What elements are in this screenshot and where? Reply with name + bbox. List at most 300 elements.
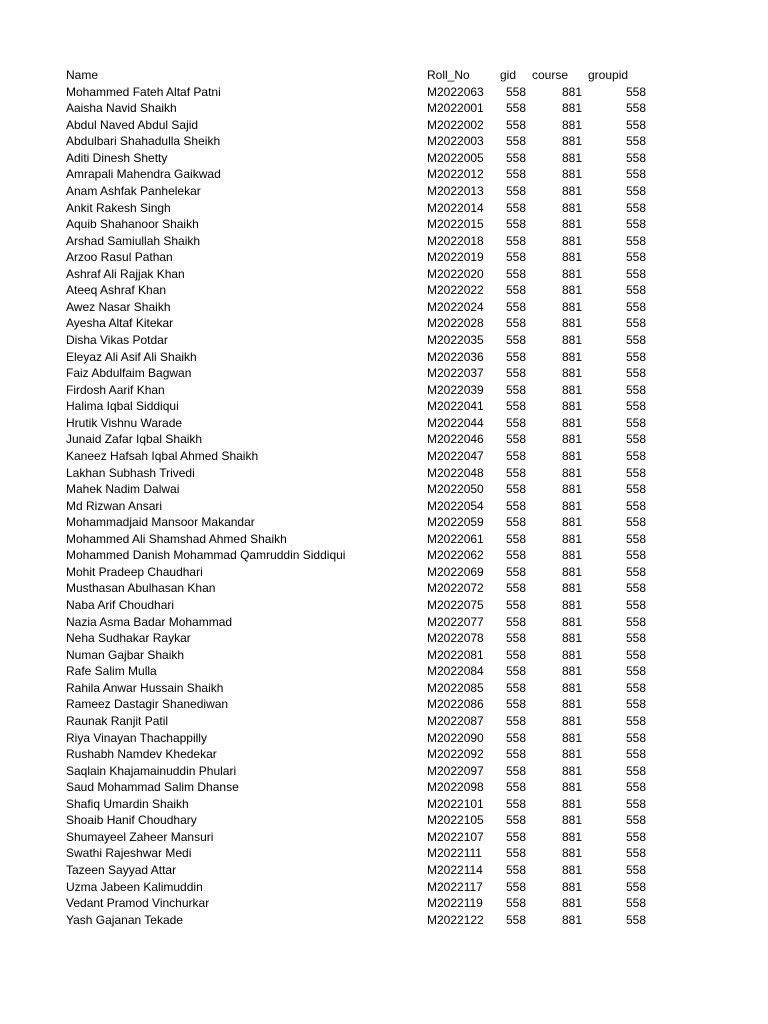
cell-groupid: 558 — [626, 780, 647, 795]
cell-course: 881 — [562, 829, 583, 844]
cell-name: Faiz Abdulfaim Bagwan — [66, 366, 192, 381]
cell-name: Aquib Shahanoor Shaikh — [66, 217, 199, 232]
cell-gid: 558 — [506, 200, 527, 215]
cell-gid: 558 — [506, 879, 527, 894]
cell-course: 881 — [562, 415, 583, 430]
cell-name: Ateeq Ashraf Khan — [66, 283, 167, 298]
cell-course: 881 — [562, 581, 583, 596]
cell-roll-no: M2022105 — [427, 813, 484, 828]
cell-gid: 558 — [506, 498, 527, 513]
table-row — [66, 746, 666, 763]
cell-gid: 558 — [506, 250, 527, 265]
cell-roll-no: M2022012 — [427, 167, 484, 182]
table-row — [66, 266, 666, 283]
cell-groupid: 558 — [626, 415, 647, 430]
cell-gid: 558 — [506, 366, 527, 381]
cell-name: Ankit Rakesh Singh — [66, 200, 171, 215]
cell-groupid: 558 — [626, 399, 647, 414]
cell-course: 881 — [562, 382, 583, 397]
table-row — [66, 349, 666, 366]
cell-course: 881 — [562, 846, 583, 861]
cell-groupid: 558 — [626, 531, 647, 546]
cell-roll-no: M2022122 — [427, 912, 484, 927]
cell-roll-no: M2022003 — [427, 134, 484, 149]
cell-name: Vedant Pramod Vinchurkar — [66, 896, 210, 911]
table-row — [66, 398, 666, 415]
table-row — [66, 100, 666, 117]
cell-gid: 558 — [506, 84, 527, 99]
cell-roll-no: M2022086 — [427, 697, 484, 712]
cell-groupid: 558 — [626, 564, 647, 579]
cell-roll-no: M2022081 — [427, 647, 484, 662]
cell-course: 881 — [562, 515, 583, 530]
cell-roll-no: M2022039 — [427, 382, 484, 397]
cell-groupid: 558 — [626, 117, 647, 132]
cell-groupid: 558 — [626, 498, 647, 513]
column-header-roll-no: Roll_No — [427, 68, 470, 82]
cell-name: Numan Gajbar Shaikh — [66, 647, 185, 662]
cell-groupid: 558 — [626, 233, 647, 248]
cell-groupid: 558 — [626, 747, 647, 762]
cell-course: 881 — [562, 266, 583, 281]
column-header-name: Name — [66, 68, 99, 82]
cell-course: 881 — [562, 333, 583, 347]
cell-name: Yash Gajanan Tekade — [66, 912, 183, 927]
cell-name: Rahila Anwar Hussain Shaikh — [66, 680, 224, 695]
cell-name: Kaneez Hafsah Iqbal Ahmed Shaikh — [66, 448, 259, 463]
cell-gid: 558 — [506, 316, 527, 331]
cell-gid: 558 — [506, 846, 527, 861]
cell-groupid: 558 — [626, 482, 647, 497]
column-header-groupid: groupid — [588, 68, 629, 82]
cell-gid: 558 — [506, 382, 527, 397]
cell-groupid: 558 — [626, 829, 647, 844]
cell-name: Riya Vinayan Thachappilly — [66, 730, 207, 745]
cell-roll-no: M2022101 — [427, 796, 484, 811]
table-row — [66, 431, 666, 448]
cell-course: 881 — [562, 531, 583, 546]
cell-roll-no: M2022069 — [427, 564, 484, 579]
cell-name: Tazeen Sayyad Attar — [66, 863, 177, 877]
cell-course: 881 — [562, 879, 583, 894]
cell-groupid: 558 — [626, 548, 647, 563]
table-row — [66, 829, 666, 846]
cell-name: Mohammed Fateh Altaf Patni — [66, 84, 221, 99]
cell-course: 881 — [562, 713, 583, 728]
cell-name: Md Rizwan Ansari — [66, 498, 163, 513]
cell-gid: 558 — [506, 266, 527, 281]
table-row — [66, 282, 666, 299]
cell-name: Arzoo Rasul Pathan — [66, 250, 173, 265]
cell-course: 881 — [562, 233, 583, 248]
cell-course: 881 — [562, 167, 583, 182]
cell-groupid: 558 — [626, 266, 647, 281]
cell-roll-no: M2022002 — [427, 117, 484, 132]
column-header-gid: gid — [500, 68, 517, 82]
cell-groupid: 558 — [626, 382, 647, 397]
cell-gid: 558 — [506, 912, 527, 927]
cell-course: 881 — [562, 316, 583, 331]
header-row — [66, 67, 666, 84]
cell-name: Nazia Asma Badar Mohammad — [66, 614, 233, 629]
table-row — [66, 531, 666, 548]
cell-name: Abdul Naved Abdul Sajid — [66, 117, 199, 132]
cell-gid: 558 — [506, 780, 527, 795]
cell-gid: 558 — [506, 183, 527, 198]
cell-course: 881 — [562, 217, 583, 232]
cell-course: 881 — [562, 283, 583, 298]
cell-groupid: 558 — [626, 316, 647, 331]
cell-gid: 558 — [506, 564, 527, 579]
cell-course: 881 — [562, 747, 583, 762]
table-row — [66, 547, 666, 564]
cell-gid: 558 — [506, 415, 527, 430]
cell-roll-no: M2022061 — [427, 531, 484, 546]
cell-roll-no: M2022097 — [427, 763, 484, 778]
table-row — [66, 796, 666, 813]
cell-groupid: 558 — [626, 896, 647, 911]
table-row — [66, 912, 666, 929]
table-row — [66, 315, 666, 332]
cell-course: 881 — [562, 614, 583, 629]
cell-name: Ashraf Ali Rajjak Khan — [66, 266, 185, 281]
cell-name: Naba Arif Choudhari — [66, 598, 175, 612]
cell-groupid: 558 — [626, 134, 647, 149]
table-row — [66, 713, 666, 730]
cell-course: 881 — [562, 664, 583, 679]
cell-gid: 558 — [506, 217, 527, 232]
cell-roll-no: M2022028 — [427, 316, 484, 331]
cell-groupid: 558 — [626, 333, 647, 347]
table-row — [66, 233, 666, 250]
table-row — [66, 630, 666, 647]
cell-gid: 558 — [506, 299, 527, 314]
cell-groupid: 558 — [626, 912, 647, 927]
cell-name: Halima Iqbal Siddiqui — [66, 399, 179, 414]
cell-groupid: 558 — [626, 614, 647, 629]
table-row — [66, 663, 666, 680]
cell-gid: 558 — [506, 796, 527, 811]
table-row — [66, 514, 666, 531]
cell-name: Mohit Pradeep Chaudhari — [66, 564, 203, 579]
cell-name: Ayesha Altaf Kitekar — [66, 316, 174, 331]
cell-groupid: 558 — [626, 217, 647, 232]
cell-name: Mohammed Danish Mohammad Qamruddin Siddiqui — [66, 548, 346, 563]
cell-roll-no: M2022019 — [427, 250, 484, 265]
cell-course: 881 — [562, 349, 583, 364]
cell-course: 881 — [562, 117, 583, 132]
cell-groupid: 558 — [626, 250, 647, 265]
cell-gid: 558 — [506, 134, 527, 149]
cell-name: Eleyaz Ali Asif Ali Shaikh — [66, 349, 197, 364]
cell-groupid: 558 — [626, 598, 647, 612]
table-row — [66, 614, 666, 631]
table-row — [66, 580, 666, 597]
cell-course: 881 — [562, 796, 583, 811]
cell-roll-no: M2022084 — [427, 664, 484, 679]
cell-course: 881 — [562, 183, 583, 198]
cell-roll-no: M2022020 — [427, 266, 484, 281]
cell-course: 881 — [562, 200, 583, 215]
cell-roll-no: M2022022 — [427, 283, 484, 298]
cell-roll-no: M2022111 — [427, 846, 482, 861]
cell-name: Disha Vikas Potdar — [66, 333, 168, 347]
cell-groupid: 558 — [626, 349, 647, 364]
cell-course: 881 — [562, 150, 583, 165]
column-header-course: course — [532, 68, 569, 82]
cell-roll-no: M2022047 — [427, 448, 484, 463]
cell-course: 881 — [562, 763, 583, 778]
cell-roll-no: M2022013 — [427, 183, 484, 198]
cell-name: Shumayeel Zaheer Mansuri — [66, 829, 214, 844]
cell-groupid: 558 — [626, 813, 647, 828]
cell-roll-no: M2022090 — [427, 730, 484, 745]
table-row — [66, 879, 666, 896]
cell-roll-no: M2022005 — [427, 150, 484, 165]
cell-groupid: 558 — [626, 432, 647, 447]
cell-name: Shoaib Hanif Choudhary — [66, 813, 197, 828]
cell-groupid: 558 — [626, 631, 647, 646]
cell-gid: 558 — [506, 763, 527, 778]
cell-name: Mohammed Ali Shamshad Ahmed Shaikh — [66, 531, 287, 546]
cell-name: Saqlain Khajamainuddin Phulari — [66, 763, 237, 778]
cell-groupid: 558 — [626, 515, 647, 530]
cell-course: 881 — [562, 730, 583, 745]
cell-roll-no: M2022050 — [427, 482, 484, 497]
cell-gid: 558 — [506, 465, 527, 480]
cell-gid: 558 — [506, 283, 527, 298]
cell-roll-no: M2022018 — [427, 233, 484, 248]
cell-course: 881 — [562, 448, 583, 463]
cell-course: 881 — [562, 432, 583, 447]
cell-gid: 558 — [506, 150, 527, 165]
cell-gid: 558 — [506, 863, 527, 877]
cell-groupid: 558 — [626, 730, 647, 745]
cell-gid: 558 — [506, 631, 527, 646]
cell-name: Rushabh Namdev Khedekar — [66, 747, 217, 762]
table-row — [66, 166, 666, 183]
cell-roll-no: M2022037 — [427, 366, 484, 381]
cell-groupid: 558 — [626, 465, 647, 480]
cell-gid: 558 — [506, 747, 527, 762]
cell-name: Awez Nasar Shaikh — [66, 299, 171, 314]
cell-course: 881 — [562, 250, 583, 265]
table-row — [66, 696, 666, 713]
cell-course: 881 — [562, 498, 583, 513]
cell-groupid: 558 — [626, 183, 647, 198]
cell-course: 881 — [562, 101, 583, 116]
cell-groupid: 558 — [626, 763, 647, 778]
cell-name: Saud Mohammad Salim Dhanse — [66, 780, 239, 795]
cell-name: Raunak Ranjit Patil — [66, 713, 169, 728]
cell-name: Mohammadjaid Mansoor Makandar — [66, 515, 255, 530]
cell-roll-no: M2022036 — [427, 349, 484, 364]
table-row — [66, 84, 666, 101]
cell-roll-no: M2022014 — [427, 200, 484, 215]
cell-gid: 558 — [506, 531, 527, 546]
table-row — [66, 117, 666, 134]
table-row — [66, 812, 666, 829]
table-row — [66, 216, 666, 233]
cell-gid: 558 — [506, 664, 527, 679]
cell-course: 881 — [562, 134, 583, 149]
cell-groupid: 558 — [626, 796, 647, 811]
table-row — [66, 465, 666, 482]
cell-groupid: 558 — [626, 283, 647, 298]
table-row — [66, 249, 666, 266]
cell-name: Mahek Nadim Dalwai — [66, 482, 180, 497]
cell-groupid: 558 — [626, 664, 647, 679]
cell-groupid: 558 — [626, 101, 647, 116]
cell-course: 881 — [562, 631, 583, 646]
cell-roll-no: M2022119 — [427, 896, 483, 911]
cell-name: Junaid Zafar Iqbal Shaikh — [66, 432, 203, 447]
cell-course: 881 — [562, 896, 583, 911]
cell-course: 881 — [562, 647, 583, 662]
cell-roll-no: M2022072 — [427, 581, 484, 596]
cell-course: 881 — [562, 863, 583, 877]
cell-gid: 558 — [506, 117, 527, 132]
cell-gid: 558 — [506, 896, 527, 911]
cell-gid: 558 — [506, 399, 527, 414]
cell-course: 881 — [562, 399, 583, 414]
cell-name: Shafiq Umardin Shaikh — [66, 796, 189, 811]
cell-gid: 558 — [506, 548, 527, 563]
table-row — [66, 862, 666, 879]
table-row — [66, 597, 666, 614]
cell-gid: 558 — [506, 680, 527, 695]
cell-roll-no: M2022015 — [427, 217, 484, 232]
cell-groupid: 558 — [626, 713, 647, 728]
cell-roll-no: M2022062 — [427, 548, 484, 563]
cell-groupid: 558 — [626, 581, 647, 596]
cell-roll-no: M2022044 — [427, 415, 484, 430]
table-row — [66, 150, 666, 167]
cell-gid: 558 — [506, 598, 527, 612]
cell-course: 881 — [562, 84, 583, 99]
cell-gid: 558 — [506, 448, 527, 463]
cell-name: Aditi Dinesh Shetty — [66, 150, 168, 165]
cell-gid: 558 — [506, 167, 527, 182]
cell-roll-no: M2022048 — [427, 465, 484, 480]
cell-roll-no: M2022078 — [427, 631, 484, 646]
cell-groupid: 558 — [626, 697, 647, 712]
cell-gid: 558 — [506, 614, 527, 629]
cell-gid: 558 — [506, 482, 527, 497]
table-row — [66, 564, 666, 581]
cell-gid: 558 — [506, 647, 527, 662]
cell-roll-no: M2022098 — [427, 780, 484, 795]
cell-groupid: 558 — [626, 150, 647, 165]
cell-gid: 558 — [506, 697, 527, 712]
table-row — [66, 779, 666, 796]
table-row — [66, 183, 666, 200]
cell-course: 881 — [562, 564, 583, 579]
cell-roll-no: M2022107 — [427, 829, 484, 844]
cell-gid: 558 — [506, 829, 527, 844]
cell-groupid: 558 — [626, 846, 647, 861]
table-row — [66, 299, 666, 316]
table-row — [66, 382, 666, 399]
cell-name: Neha Sudhakar Raykar — [66, 631, 191, 646]
cell-name: Abdulbari Shahadulla Sheikh — [66, 134, 221, 149]
table-row — [66, 448, 666, 465]
cell-course: 881 — [562, 366, 583, 381]
cell-name: Rameez Dastagir Shanediwan — [66, 697, 229, 712]
cell-roll-no: M2022035 — [427, 333, 484, 347]
cell-groupid: 558 — [626, 366, 647, 381]
cell-gid: 558 — [506, 101, 527, 116]
cell-course: 881 — [562, 482, 583, 497]
cell-roll-no: M2022063 — [427, 84, 484, 99]
cell-course: 881 — [562, 299, 583, 314]
cell-name: Aaisha Navid Shaikh — [66, 101, 177, 116]
cell-name: Rafe Salim Mulla — [66, 664, 157, 679]
cell-groupid: 558 — [626, 647, 647, 662]
cell-name: Lakhan Subhash Trivedi — [66, 465, 195, 480]
student-list-sheet — [66, 67, 666, 928]
cell-name: Hrutik Vishnu Warade — [66, 415, 183, 430]
cell-groupid: 558 — [626, 299, 647, 314]
cell-roll-no: M2022117 — [427, 879, 483, 894]
cell-gid: 558 — [506, 515, 527, 530]
table-row — [66, 763, 666, 780]
cell-name: Uzma Jabeen Kalimuddin — [66, 879, 203, 894]
table-row — [66, 647, 666, 664]
cell-course: 881 — [562, 548, 583, 563]
cell-course: 881 — [562, 598, 583, 612]
table-row — [66, 365, 666, 382]
table-row — [66, 845, 666, 862]
cell-gid: 558 — [506, 333, 527, 347]
table-row — [66, 498, 666, 515]
cell-gid: 558 — [506, 730, 527, 745]
cell-roll-no: M2022092 — [427, 747, 484, 762]
cell-gid: 558 — [506, 233, 527, 248]
cell-name: Swathi Rajeshwar Medi — [66, 846, 192, 861]
cell-groupid: 558 — [626, 167, 647, 182]
cell-groupid: 558 — [626, 84, 647, 99]
table-row — [66, 332, 666, 349]
table-row — [66, 200, 666, 217]
table-row — [66, 680, 666, 697]
cell-roll-no: M2022041 — [427, 399, 484, 414]
cell-roll-no: M2022001 — [427, 101, 484, 116]
cell-roll-no: M2022087 — [427, 713, 484, 728]
cell-groupid: 558 — [626, 200, 647, 215]
cell-roll-no: M2022077 — [427, 614, 484, 629]
cell-name: Musthasan Abulhasan Khan — [66, 581, 216, 596]
table-row — [66, 730, 666, 747]
cell-gid: 558 — [506, 349, 527, 364]
cell-groupid: 558 — [626, 448, 647, 463]
cell-gid: 558 — [506, 432, 527, 447]
cell-gid: 558 — [506, 713, 527, 728]
cell-groupid: 558 — [626, 680, 647, 695]
cell-roll-no: M2022024 — [427, 299, 484, 314]
cell-course: 881 — [562, 813, 583, 828]
cell-gid: 558 — [506, 813, 527, 828]
cell-roll-no: M2022059 — [427, 515, 484, 530]
cell-course: 881 — [562, 912, 583, 927]
cell-roll-no: M2022046 — [427, 432, 484, 447]
cell-name: Arshad Samiullah Shaikh — [66, 233, 201, 248]
cell-roll-no: M2022054 — [427, 498, 484, 513]
cell-course: 881 — [562, 697, 583, 712]
table-row — [66, 415, 666, 432]
cell-roll-no: M2022075 — [427, 598, 484, 612]
cell-name: Anam Ashfak Panhelekar — [66, 183, 201, 198]
